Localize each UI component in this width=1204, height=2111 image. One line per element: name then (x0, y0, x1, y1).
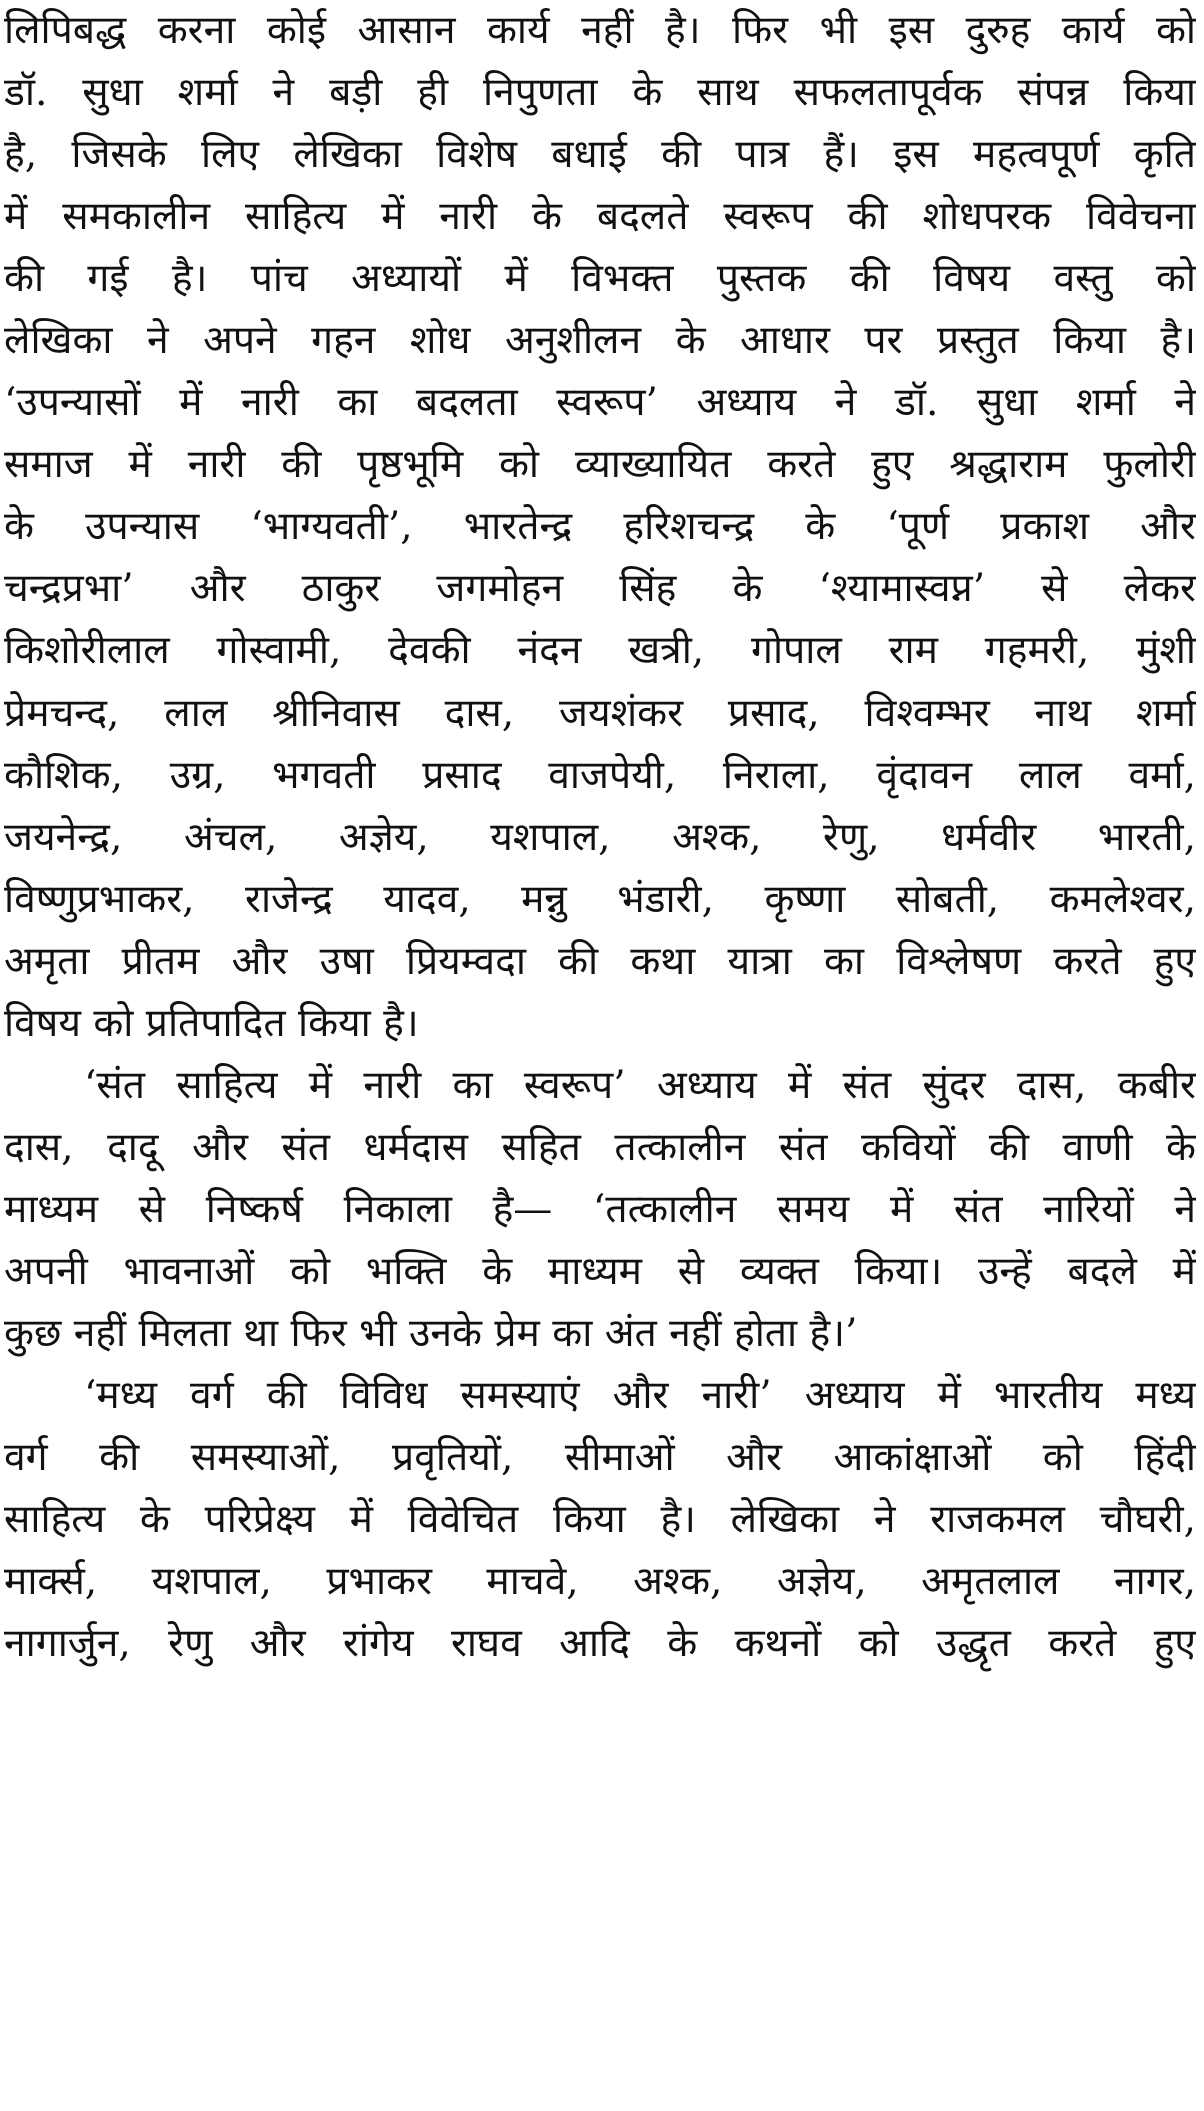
text-line: ‘संत साहित्य में नारी का स्वरूप’ अध्याय में संत सुंदर दास, कबीर (84, 1062, 1196, 1108)
text-line: में समकालीन साहित्य में नारी के बदलते स्वरूप की शोधपरक विवेचना (4, 194, 1196, 240)
text-line: के उपन्यास ‘भाग्यवती’, भारतेन्द्र हरिशचन्द्र के ‘पूर्ण प्रकाश और (4, 504, 1196, 550)
text-line: है, जिसके लिए लेखिका विशेष बधाई की पात्र हैं। इस महत्वपूर्ण कृति (4, 132, 1196, 178)
text-line: मार्क्स, यशपाल, प्रभाकर माचवे, अश्क, अज्ञेय, अमृतलाल नागर, (4, 1559, 1196, 1605)
text-line: जयनेन्द्र, अंचल, अज्ञेय, यशपाल, अश्क, रेणु, धर्मवीर भारती, (4, 814, 1196, 860)
text-line: ‘उपन्यासों में नारी का बदलता स्वरूप’ अध्याय ने डॉ. सुधा शर्मा ने (4, 380, 1196, 426)
text-line: चन्द्रप्रभा’ और ठाकुर जगमोहन सिंह के ‘श्यामास्वप्न’ से लेकर (4, 566, 1196, 612)
text-line: दास, दादू और संत धर्मदास सहित तत्कालीन संत कवियों की वाणी के (4, 1124, 1196, 1170)
text-line: किशोरीलाल गोस्वामी, देवकी नंदन खत्री, गोपाल राम गहमरी, मुंशी (4, 628, 1196, 674)
document-body (4, 0, 1196, 1675)
text-line: साहित्य के परिप्रेक्ष्य में विवेचित किया है। लेखिका ने राजकमल चौघरी, (4, 1497, 1196, 1543)
text-line: कौशिक, उग्र, भगवती प्रसाद वाजपेयी, निराला, वृंदावन लाल वर्मा, (4, 752, 1196, 798)
text-line: प्रेमचन्द, लाल श्रीनिवास दास, जयशंकर प्रसाद, विश्वम्भर नाथ शर्मा (4, 690, 1196, 736)
text-line: विषय को प्रतिपादित किया है। (4, 1000, 419, 1046)
text-line: वर्ग की समस्याओं, प्रवृतियों, सीमाओं और आकांक्षाओं को हिंदी (4, 1435, 1196, 1481)
text-line: डॉ. सुधा शर्मा ने बड़ी ही निपुणता के साथ सफलतापूर्वक संपन्न किया (4, 70, 1196, 116)
text-line: लिपिबद्ध करना कोई आसान कार्य नहीं है। फिर भी इस दुरुह कार्य को (4, 8, 1196, 53)
text-line: नागार्जुन, रेणु और रांगेय राघव आदि के कथनों को उद्धृत करते हुए (4, 1621, 1196, 1667)
text-line: की गई है। पांच अध्यायों में विभक्त पुस्तक की विषय वस्तु को (4, 256, 1196, 302)
text-line: अमृता प्रीतम और उषा प्रियम्वदा की कथा यात्रा का विश्लेषण करते हुए (4, 938, 1196, 984)
text-line: अपनी भावनाओं को भक्ति के माध्यम से व्यक्त किया। उन्हें बदले में (4, 1248, 1196, 1294)
text-line: कुछ नहीं मिलता था फिर भी उनके प्रेम का अंत नहीं होता है।’ (4, 1310, 858, 1356)
text-line: विष्णुप्रभाकर, राजेन्द्र यादव, मन्नु भंडारी, कृष्णा सोबती, कमलेश्वर, (4, 876, 1196, 922)
text-line: समाज में नारी की पृष्ठभूमि को व्याख्यायित करते हुए श्रद्धाराम फुलोरी (4, 442, 1196, 488)
text-line: ‘मध्य वर्ग की विविध समस्याएं और नारी’ अध्याय में भारतीय मध्य (84, 1373, 1196, 1419)
text-line: माध्यम से निष्कर्ष निकाला है— ‘तत्कालीन समय में संत नारियों ने (4, 1186, 1196, 1232)
text-line: लेखिका ने अपने गहन शोध अनुशीलन के आधार पर प्रस्तुत किया है। (4, 318, 1196, 364)
